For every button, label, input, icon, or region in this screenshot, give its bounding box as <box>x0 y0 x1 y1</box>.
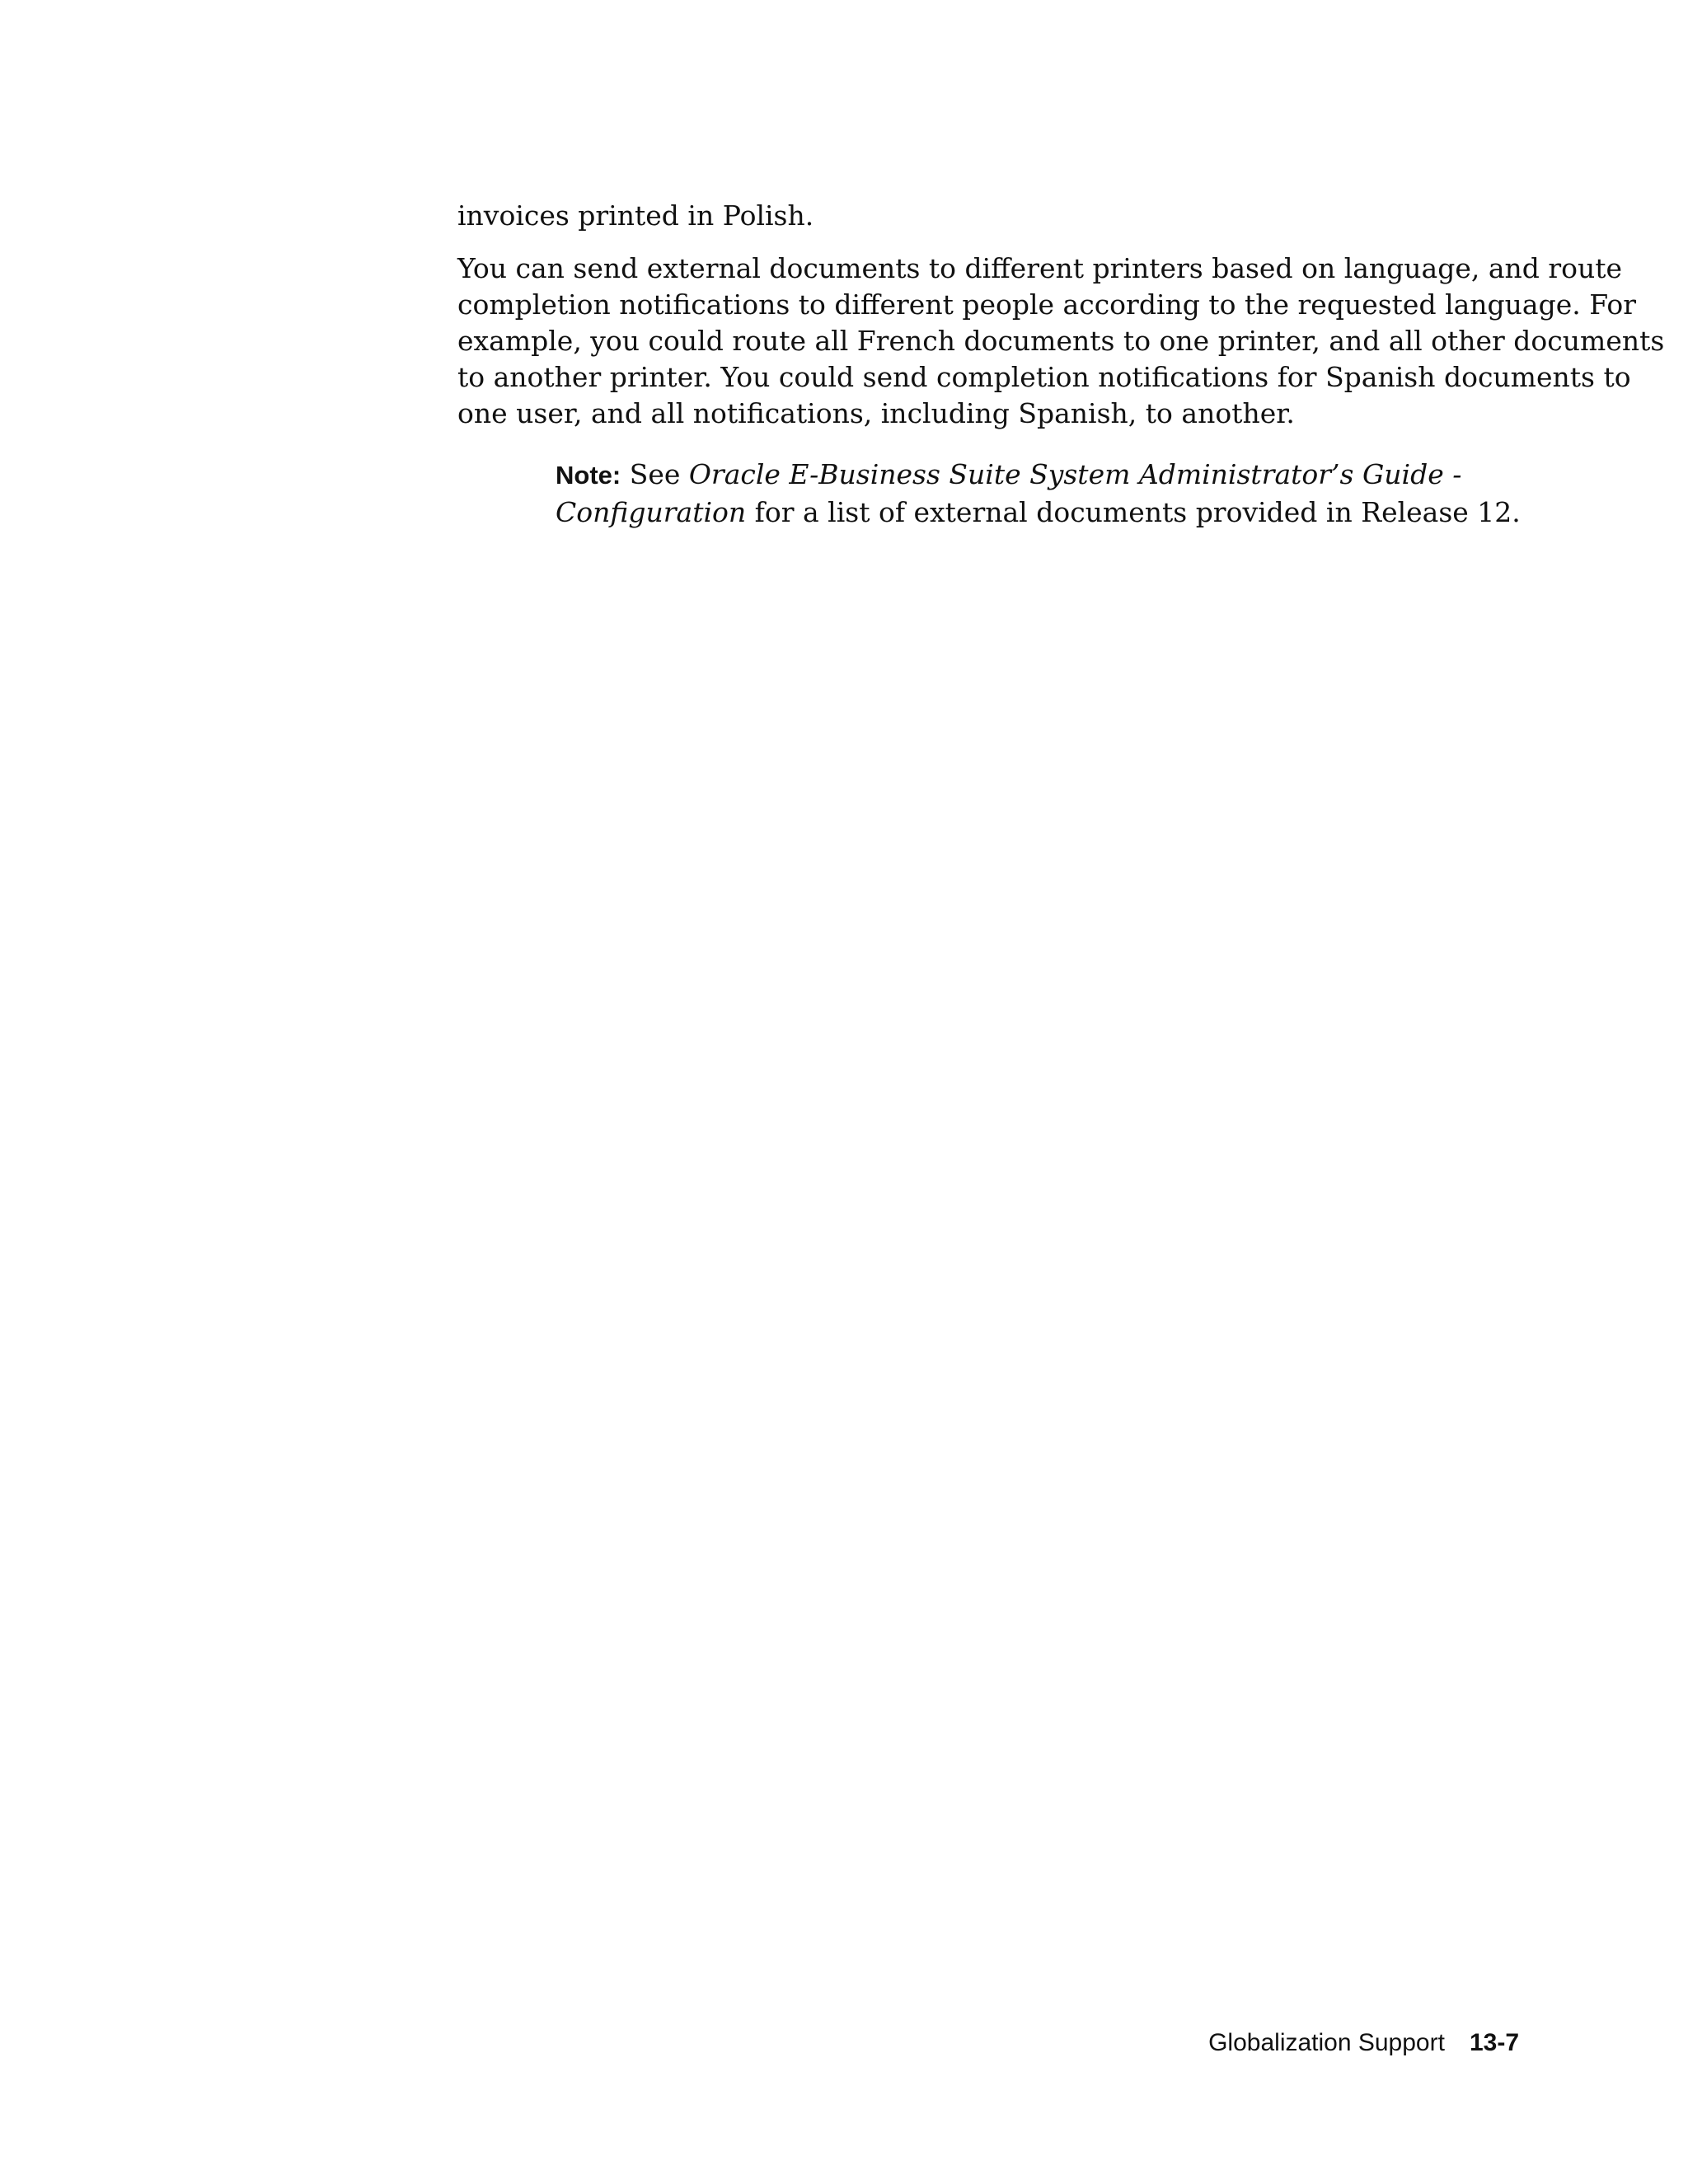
footer-section-title: Globalization Support <box>1208 2029 1445 2056</box>
note-line <box>556 494 1521 531</box>
page-footer <box>1208 2027 1519 2060</box>
text-line: You can send external documents to different printers based on language, and route <box>457 252 1623 284</box>
book-title: Oracle E-Business Suite System Administrator’s Guide - <box>688 458 1462 490</box>
note-block <box>556 456 1521 531</box>
text-line: to another printer. You could send completion notifications for Spanish documents to <box>457 361 1631 393</box>
book-title-continued: Configuration <box>556 496 747 528</box>
text-line: completion notifications to different people according to the requested language. For <box>457 288 1636 321</box>
note-label: Note: <box>556 461 621 490</box>
text-line: one user, and all notifications, including Spanish, to another. <box>457 397 1295 429</box>
note-text: for a list of external documents provided in Release 12. <box>746 496 1521 528</box>
note-line <box>556 456 1479 494</box>
paragraph-printers <box>457 251 1665 432</box>
paragraph-continuation <box>457 198 1529 234</box>
note-text: See <box>621 458 689 490</box>
page-number: 13-7 <box>1469 2029 1519 2056</box>
text-line: invoices printed in Polish. <box>457 199 814 232</box>
text-line: example, you could route all French documents to one printer, and all other documents <box>457 325 1665 357</box>
